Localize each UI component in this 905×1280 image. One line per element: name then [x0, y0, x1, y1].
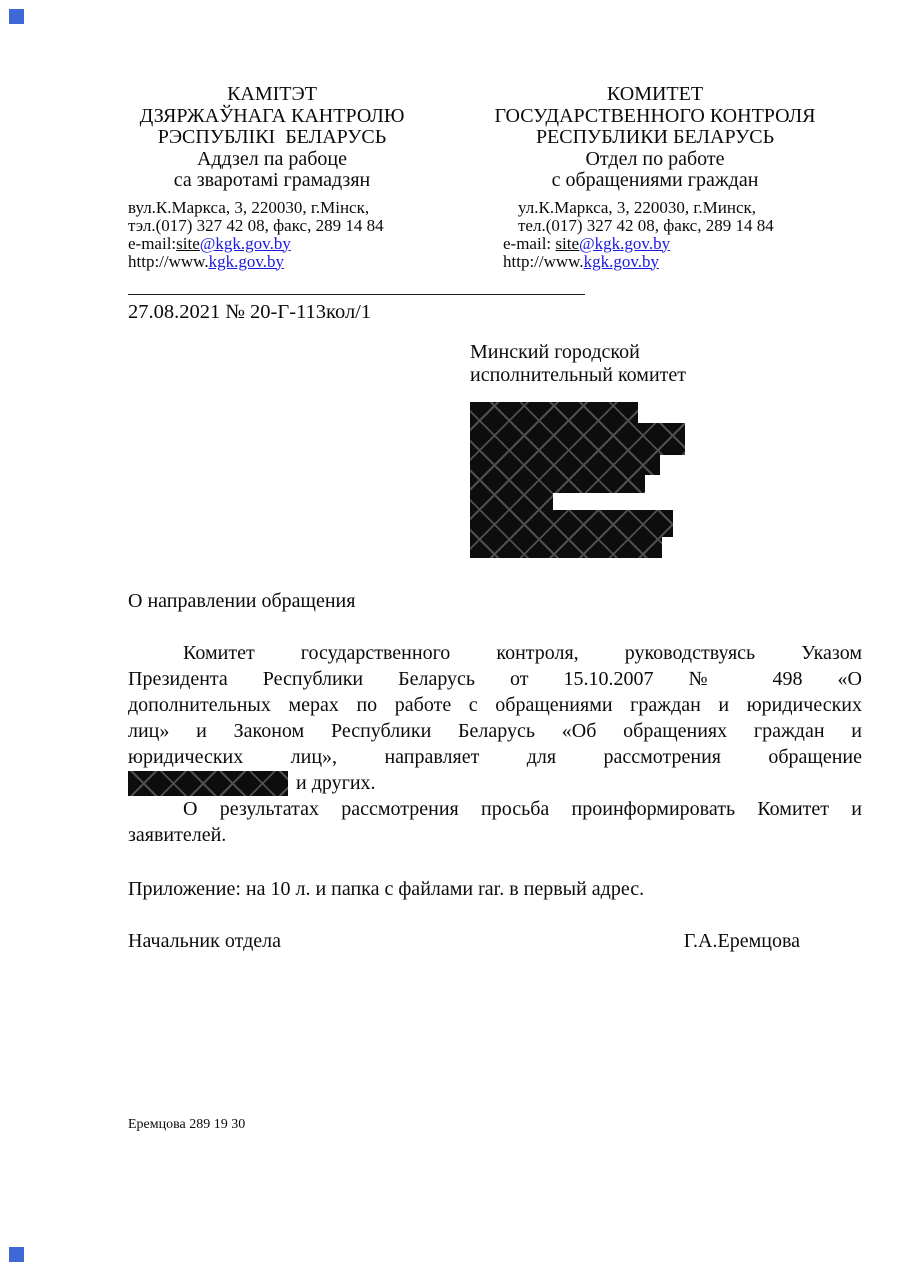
redacted-addressee-details	[470, 402, 685, 558]
body-line-with-redaction	[128, 770, 862, 796]
org-name-line: КОМИТЕТ	[606, 83, 704, 105]
letterhead-belarusian	[128, 84, 416, 271]
org-name-line: РЭСПУБЛІКІ БЕЛАРУСЬ	[157, 126, 387, 148]
url-prefix: http://www.	[128, 251, 209, 271]
letterhead	[128, 84, 820, 271]
date-reference-number: 27.08.2021 № 20-Г-113кол/1	[128, 301, 372, 323]
org-name-line: КАМІТЭТ	[227, 83, 317, 105]
redacted-applicant-name	[128, 771, 288, 796]
email-label: e-mail:	[503, 233, 556, 253]
dept-name-line: с обращениями граждан	[551, 169, 759, 191]
addressee-line: исполнительный комитет	[470, 363, 687, 386]
letter-body	[128, 588, 862, 954]
email-user: site	[555, 233, 580, 253]
body-line: дополнительных мерах по работе с обращениями граждан и юридических	[128, 694, 862, 716]
corner-marker-bottom	[9, 1247, 24, 1262]
paragraph-1	[128, 640, 862, 796]
signature-row	[128, 928, 862, 954]
email-line	[128, 235, 416, 253]
org-name-line: ГОСУДАРСТВЕННОГО КОНТРОЛЯ	[494, 104, 816, 127]
dept-name-line: са зваротамі грамадзян	[173, 169, 371, 191]
body-line: Комитет государственного контроля, руководствуясь Указом	[183, 642, 862, 664]
phone-line: тэл.(017) 327 42 08, факс, 289 14 84	[128, 215, 384, 235]
subject-line: О направлении обращения	[128, 590, 356, 612]
email-user: site	[176, 233, 200, 253]
reference-rule	[128, 294, 585, 295]
body-line-tail: и других.	[296, 771, 376, 794]
signer-position: Начальник отдела	[128, 930, 281, 952]
addressee-block	[470, 341, 686, 386]
email-line	[503, 235, 820, 253]
dept-name-line: Аддзел па рабоце	[196, 147, 347, 170]
body-line: лиц» и Законом Республики Беларусь «Об обращениях граждан и	[128, 720, 862, 742]
body-line: юридических лиц», направляет для рассмотрения обращение	[128, 746, 862, 768]
signer-name: Г.А.Еремцова	[683, 930, 800, 952]
corner-marker-top	[9, 9, 24, 24]
phone-line: тел.(017) 327 42 08, факс, 289 14 84	[518, 215, 774, 235]
letterhead-russian	[490, 84, 820, 271]
email-link[interactable]: @kgk.gov.by	[579, 233, 671, 253]
executor-contact: Еремцова 289 19 30	[128, 1117, 246, 1132]
body-line: Президента Республики Беларусь от 15.10.2007 № 498 «О	[128, 668, 862, 690]
website-link[interactable]: kgk.gov.by	[583, 251, 659, 271]
body-line: О результатах рассмотрения просьба проинформировать Комитет и	[183, 798, 862, 820]
website-line	[128, 253, 416, 271]
address-line: вул.К.Маркса, 3, 220030, г.Мінск,	[128, 197, 370, 217]
website-link[interactable]: kgk.gov.by	[208, 251, 284, 271]
paragraph-2	[128, 796, 862, 848]
url-prefix: http://www.	[503, 251, 584, 271]
attachment-line: Приложение: на 10 л. и папка с файлами rar. в первый адрес.	[128, 878, 645, 900]
body-line: заявителей.	[128, 824, 227, 846]
address-block	[503, 199, 820, 271]
email-label: e-mail:	[128, 233, 177, 253]
dept-name-line: Отдел по работе	[585, 147, 725, 170]
email-link[interactable]: @kgk.gov.by	[199, 233, 291, 253]
org-name-line: РЕСПУБЛИКИ БЕЛАРУСЬ	[535, 126, 775, 148]
address-line: ул.К.Маркса, 3, 220030, г.Минск,	[518, 197, 757, 217]
website-line	[503, 253, 820, 271]
addressee-line: Минский городской	[470, 341, 640, 363]
address-block	[128, 199, 416, 271]
org-name-line: ДЗЯРЖАЎНАГА КАНТРОЛЮ	[139, 104, 405, 127]
